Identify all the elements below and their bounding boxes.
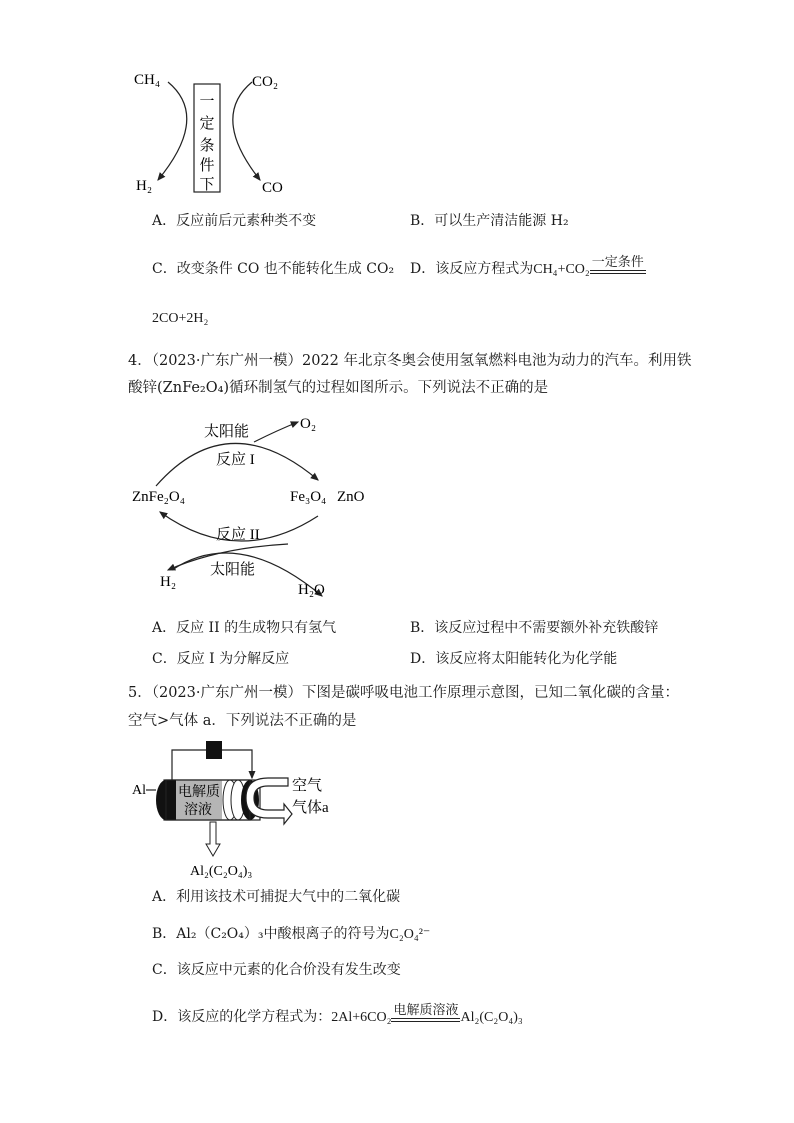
q5-load-block bbox=[206, 741, 222, 759]
q4-option-c: C．反应 I 为分解反应 bbox=[152, 651, 290, 667]
q4-option-d: D．该反应将太阳能转化为化学能 bbox=[410, 651, 618, 667]
q5-diagram bbox=[128, 736, 348, 880]
q4-solar-bottom: 太阳能 bbox=[210, 562, 256, 578]
q3-option-a: A．反应前后元素种类不变 bbox=[152, 213, 317, 229]
q3-right-arc bbox=[233, 82, 260, 180]
q5-diagram-svg bbox=[128, 736, 348, 880]
q3-diagram-svg bbox=[128, 62, 308, 202]
q5-option-d-reactants: 2Al+6CO₂ bbox=[331, 1010, 392, 1025]
q4-diagram bbox=[128, 408, 388, 604]
q5-electrolyte-label2: 溶液 bbox=[184, 803, 212, 818]
q3-box-char: 下 bbox=[199, 177, 215, 193]
q5-product-label: Al₂(C₂O₄)₃ bbox=[190, 864, 253, 879]
q5-option-b bbox=[152, 925, 430, 944]
q5-option-d bbox=[152, 1003, 523, 1027]
q5-option-d-condition: 电解质溶液 bbox=[391, 1004, 460, 1022]
q5-al-label: Al bbox=[132, 783, 146, 798]
q5-electrolyte-label1: 电解质 bbox=[178, 785, 220, 800]
q3-co: CO bbox=[262, 180, 283, 196]
q4-reaction2: 反应 II bbox=[216, 527, 260, 543]
q5-option-a: A．利用该技术可捕捉大气中的二氧化碳 bbox=[152, 889, 401, 905]
q4-h2o: H₂O bbox=[298, 582, 325, 598]
q4-left-compound: ZnFe₂O₄ bbox=[132, 489, 185, 505]
q5-stem-line1: 5．（2023·广东广州一模）下图是碳呼吸电池工作原理示意图，已知二氧化碳的含量： bbox=[128, 685, 679, 701]
q5-option-b-prefix: B．Al₂（C₂O₄）₃中酸根离子的符号为 bbox=[152, 926, 390, 942]
q4-stem-line2: 酸锌(ZnFe₂O₄)循环制氢气的过程如图所示。下列说法不正确的是 bbox=[128, 380, 549, 396]
q5-stem-line2: 空气>气体 a．下列说法不正确的是 bbox=[128, 713, 357, 729]
q3-box-char: 件 bbox=[199, 158, 215, 174]
q5-option-d-prefix: D．该反应的化学方程式为： bbox=[152, 1009, 332, 1025]
q3-diagram bbox=[128, 62, 308, 202]
q3-option-d-products: 2CO+2H₂ bbox=[152, 311, 209, 326]
q4-h2: H₂ bbox=[160, 574, 177, 590]
q3-option-d bbox=[410, 255, 646, 279]
q5-gas-a-label: 气体a bbox=[292, 800, 329, 816]
q5-air-label: 空气 bbox=[292, 778, 323, 794]
q3-option-c: C．改变条件 CO 也不能转化生成 CO₂ bbox=[152, 261, 395, 277]
q5-product-arrow bbox=[206, 822, 220, 856]
q4-option-b: B．该反应过程中不需要额外补充铁酸锌 bbox=[410, 620, 659, 636]
q3-h2: H₂ bbox=[136, 178, 153, 194]
q4-reaction1: 反应 I bbox=[216, 452, 255, 468]
q3-box-char: 一 bbox=[199, 94, 215, 110]
q4-diagram-svg bbox=[128, 408, 388, 604]
q3-ch4: CH₄ bbox=[134, 72, 161, 88]
q3-option-d-condition: 一定条件 bbox=[590, 256, 646, 274]
q4-option-a: A．反应 II 的生成物只有氢气 bbox=[152, 620, 337, 636]
q4-solar-top: 太阳能 bbox=[204, 424, 250, 440]
q5-option-b-ion: C₂O₄²⁻ bbox=[389, 927, 431, 942]
q4-o2-arrow bbox=[254, 422, 298, 442]
q3-option-d-reactants: CH₄+CO₂ bbox=[533, 262, 590, 277]
q4-right-compound1: Fe₃O₄ bbox=[290, 489, 327, 505]
q4-right-compound2: ZnO bbox=[337, 489, 365, 505]
q3-left-arc bbox=[158, 82, 187, 180]
q4-o2: O₂ bbox=[300, 416, 317, 432]
q5-anode-band bbox=[166, 780, 176, 820]
q5-option-c: C．该反应中元素的化合价没有发生改变 bbox=[152, 962, 401, 978]
q3-option-b: B．可以生产清洁能源 H₂ bbox=[410, 213, 569, 229]
q3-co2: CO₂ bbox=[252, 74, 279, 90]
q4-stem-line1: 4．（2023·广东广州一模）2022 年北京冬奥会使用氢氧燃料电池为动力的汽车。利用铁 bbox=[128, 353, 692, 369]
q5-option-d-products: Al₂(C₂O₄)₃ bbox=[460, 1010, 523, 1025]
q3-box-char: 定 bbox=[199, 116, 215, 132]
q3-option-d-prefix: D．该反应方程式为 bbox=[410, 261, 534, 277]
q3-box-char: 条 bbox=[199, 138, 215, 154]
